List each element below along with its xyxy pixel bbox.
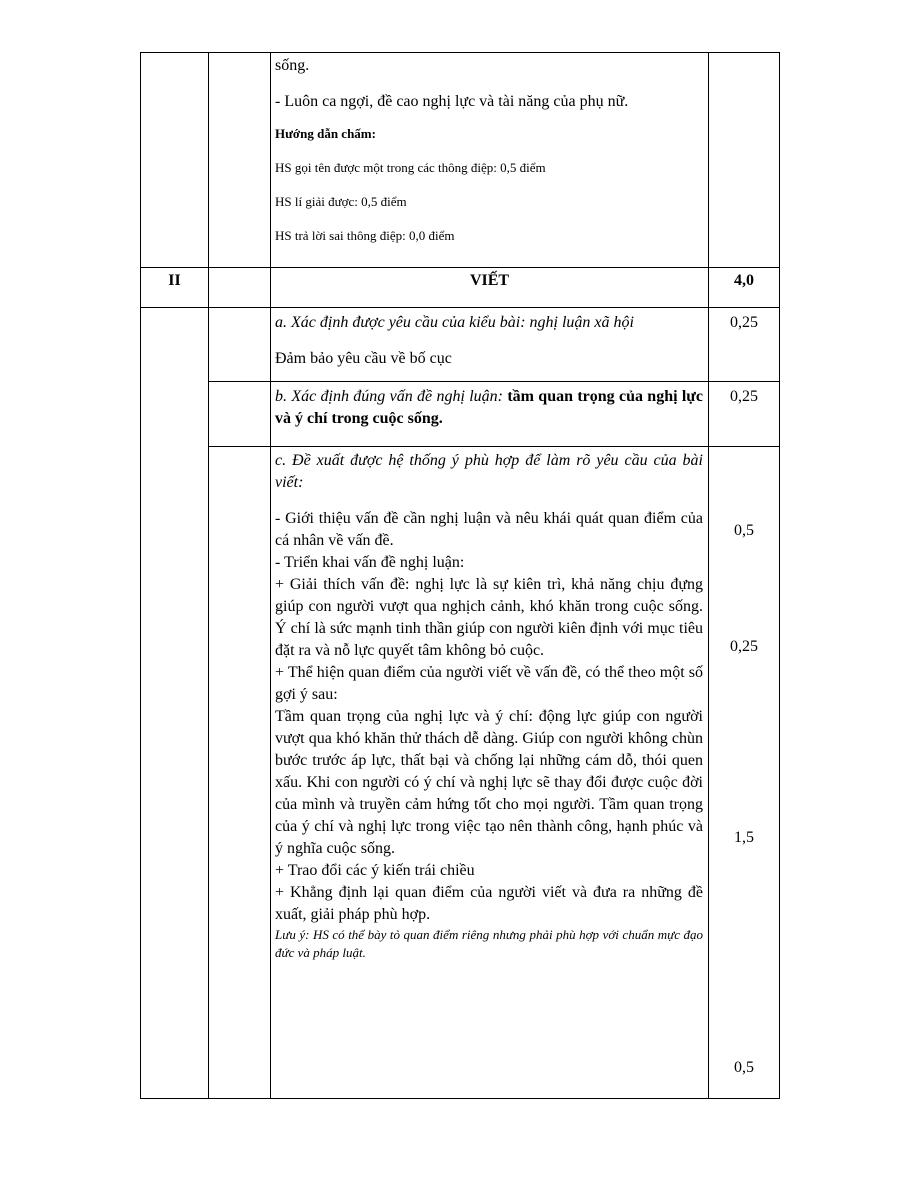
criteria-a-text: Đảm bảo yêu cầu về bố cục — [275, 350, 452, 367]
score-cell — [709, 382, 780, 447]
score-c-intro: 0,5 — [734, 522, 754, 539]
content-line: - Giới thiệu vấn đề cần nghị luận và nêu khái quát quan điểm của cá nhân về vấn đề. — [275, 510, 703, 549]
content-cell — [271, 382, 709, 447]
score-cell — [709, 447, 780, 1099]
part-cell — [141, 53, 209, 268]
table-row — [141, 268, 780, 308]
table-row — [141, 447, 780, 1099]
question-cell — [209, 447, 271, 1099]
content-line: + Trao đổi các ý kiến trái chiều — [275, 862, 475, 879]
score-c-explain: 0,25 — [730, 638, 758, 655]
content-cell — [271, 53, 709, 268]
content-line: Tầm quan trọng của nghị lực và ý chí: động lực giúp con người vượt qua khó khăn thử thách dễ dàng. Giúp con người không chùn bước trước áp lực, thất bại và chống lại những cám dỗ, thói quen xấu. Khi con người có ý chí và nghị lực sẽ thay đổi được cuộc đời của mình và truyền cảm hứng tốt cho mọi người. Tầm quan trọng của ý chí và nghị lực trong việc tạo nên thành công, hạnh phúc và ý nghĩa cuộc sống. — [275, 708, 703, 857]
section-title-cell — [271, 268, 709, 308]
content-line: sống. — [275, 57, 310, 74]
content-cell — [271, 308, 709, 382]
criteria-a: a. Xác định được yêu cầu của kiểu bài: nghị luận xã hội — [275, 314, 634, 331]
part-cell — [141, 308, 209, 382]
content-line: + Khẳng định lại quan điểm của người viết và đưa ra những đề xuất, giải pháp phù hợp. — [275, 884, 703, 923]
section-number-text: II — [168, 272, 181, 289]
section-title: VIẾT — [469, 272, 510, 289]
score-cell — [709, 308, 780, 382]
question-cell — [209, 382, 271, 447]
content-line: + Giải thích vấn đề: nghị lực là sự kiên trì, khả năng chịu đựng giúp con người vượt qua nghịch cảnh, khó khăn trong cuộc sống. Ý chí là sức mạnh tinh thần giúp con người kiên định với mục tiêu đặt ra và nỗ lực quyết tâm không bỏ cuộc. — [275, 576, 703, 659]
content-line: + Thể hiện quan điểm của người viết về vấn đề, có thể theo một số gợi ý sau: — [275, 664, 703, 703]
content-cell — [271, 447, 709, 1099]
guide-line: HS lí giải được: 0,5 điểm — [275, 194, 407, 209]
guide-title: Hướng dẫn chấm: — [275, 126, 376, 141]
question-cell — [209, 53, 271, 268]
part-cell — [141, 382, 209, 447]
guide-line: HS trả lời sai thông điệp: 0,0 điểm — [275, 228, 455, 243]
score-c-conclude: 0,5 — [734, 1059, 754, 1076]
criteria-b: b. Xác định đúng vấn đề nghị luận: — [275, 388, 503, 405]
score-cell — [709, 53, 780, 268]
criteria-b-topic: tầm quan trọng của nghị lực và ý chí trong cuộc sống. — [275, 388, 704, 427]
part-cell — [141, 447, 209, 1099]
grading-table — [140, 52, 780, 1099]
note: Lưu ý: HS có thể bày tỏ quan điểm riêng nhưng phải phù hợp với chuẩn mực đạo đức và pháp luật. — [275, 927, 703, 960]
guide-line: HS gọi tên được một trong các thông điệp: 0,5 điểm — [275, 160, 546, 175]
section-score-cell — [709, 268, 780, 308]
question-cell — [209, 308, 271, 382]
table-row — [141, 382, 780, 447]
score-b: 0,25 — [730, 388, 758, 405]
score-a: 0,25 — [730, 314, 758, 331]
section-score: 4,0 — [734, 272, 754, 289]
content-line: - Luôn ca ngợi, đề cao nghị lực và tài năng của phụ nữ. — [275, 93, 629, 110]
content-line: - Triển khai vấn đề nghị luận: — [275, 554, 465, 571]
section-number — [141, 268, 209, 308]
table-row — [141, 308, 780, 382]
score-c-importance: 1,5 — [734, 829, 754, 846]
question-cell — [209, 268, 271, 308]
criteria-c: c. Đề xuất được hệ thống ý phù hợp để làm rõ yêu cầu của bài viết: — [275, 452, 703, 491]
table-row — [141, 53, 780, 268]
